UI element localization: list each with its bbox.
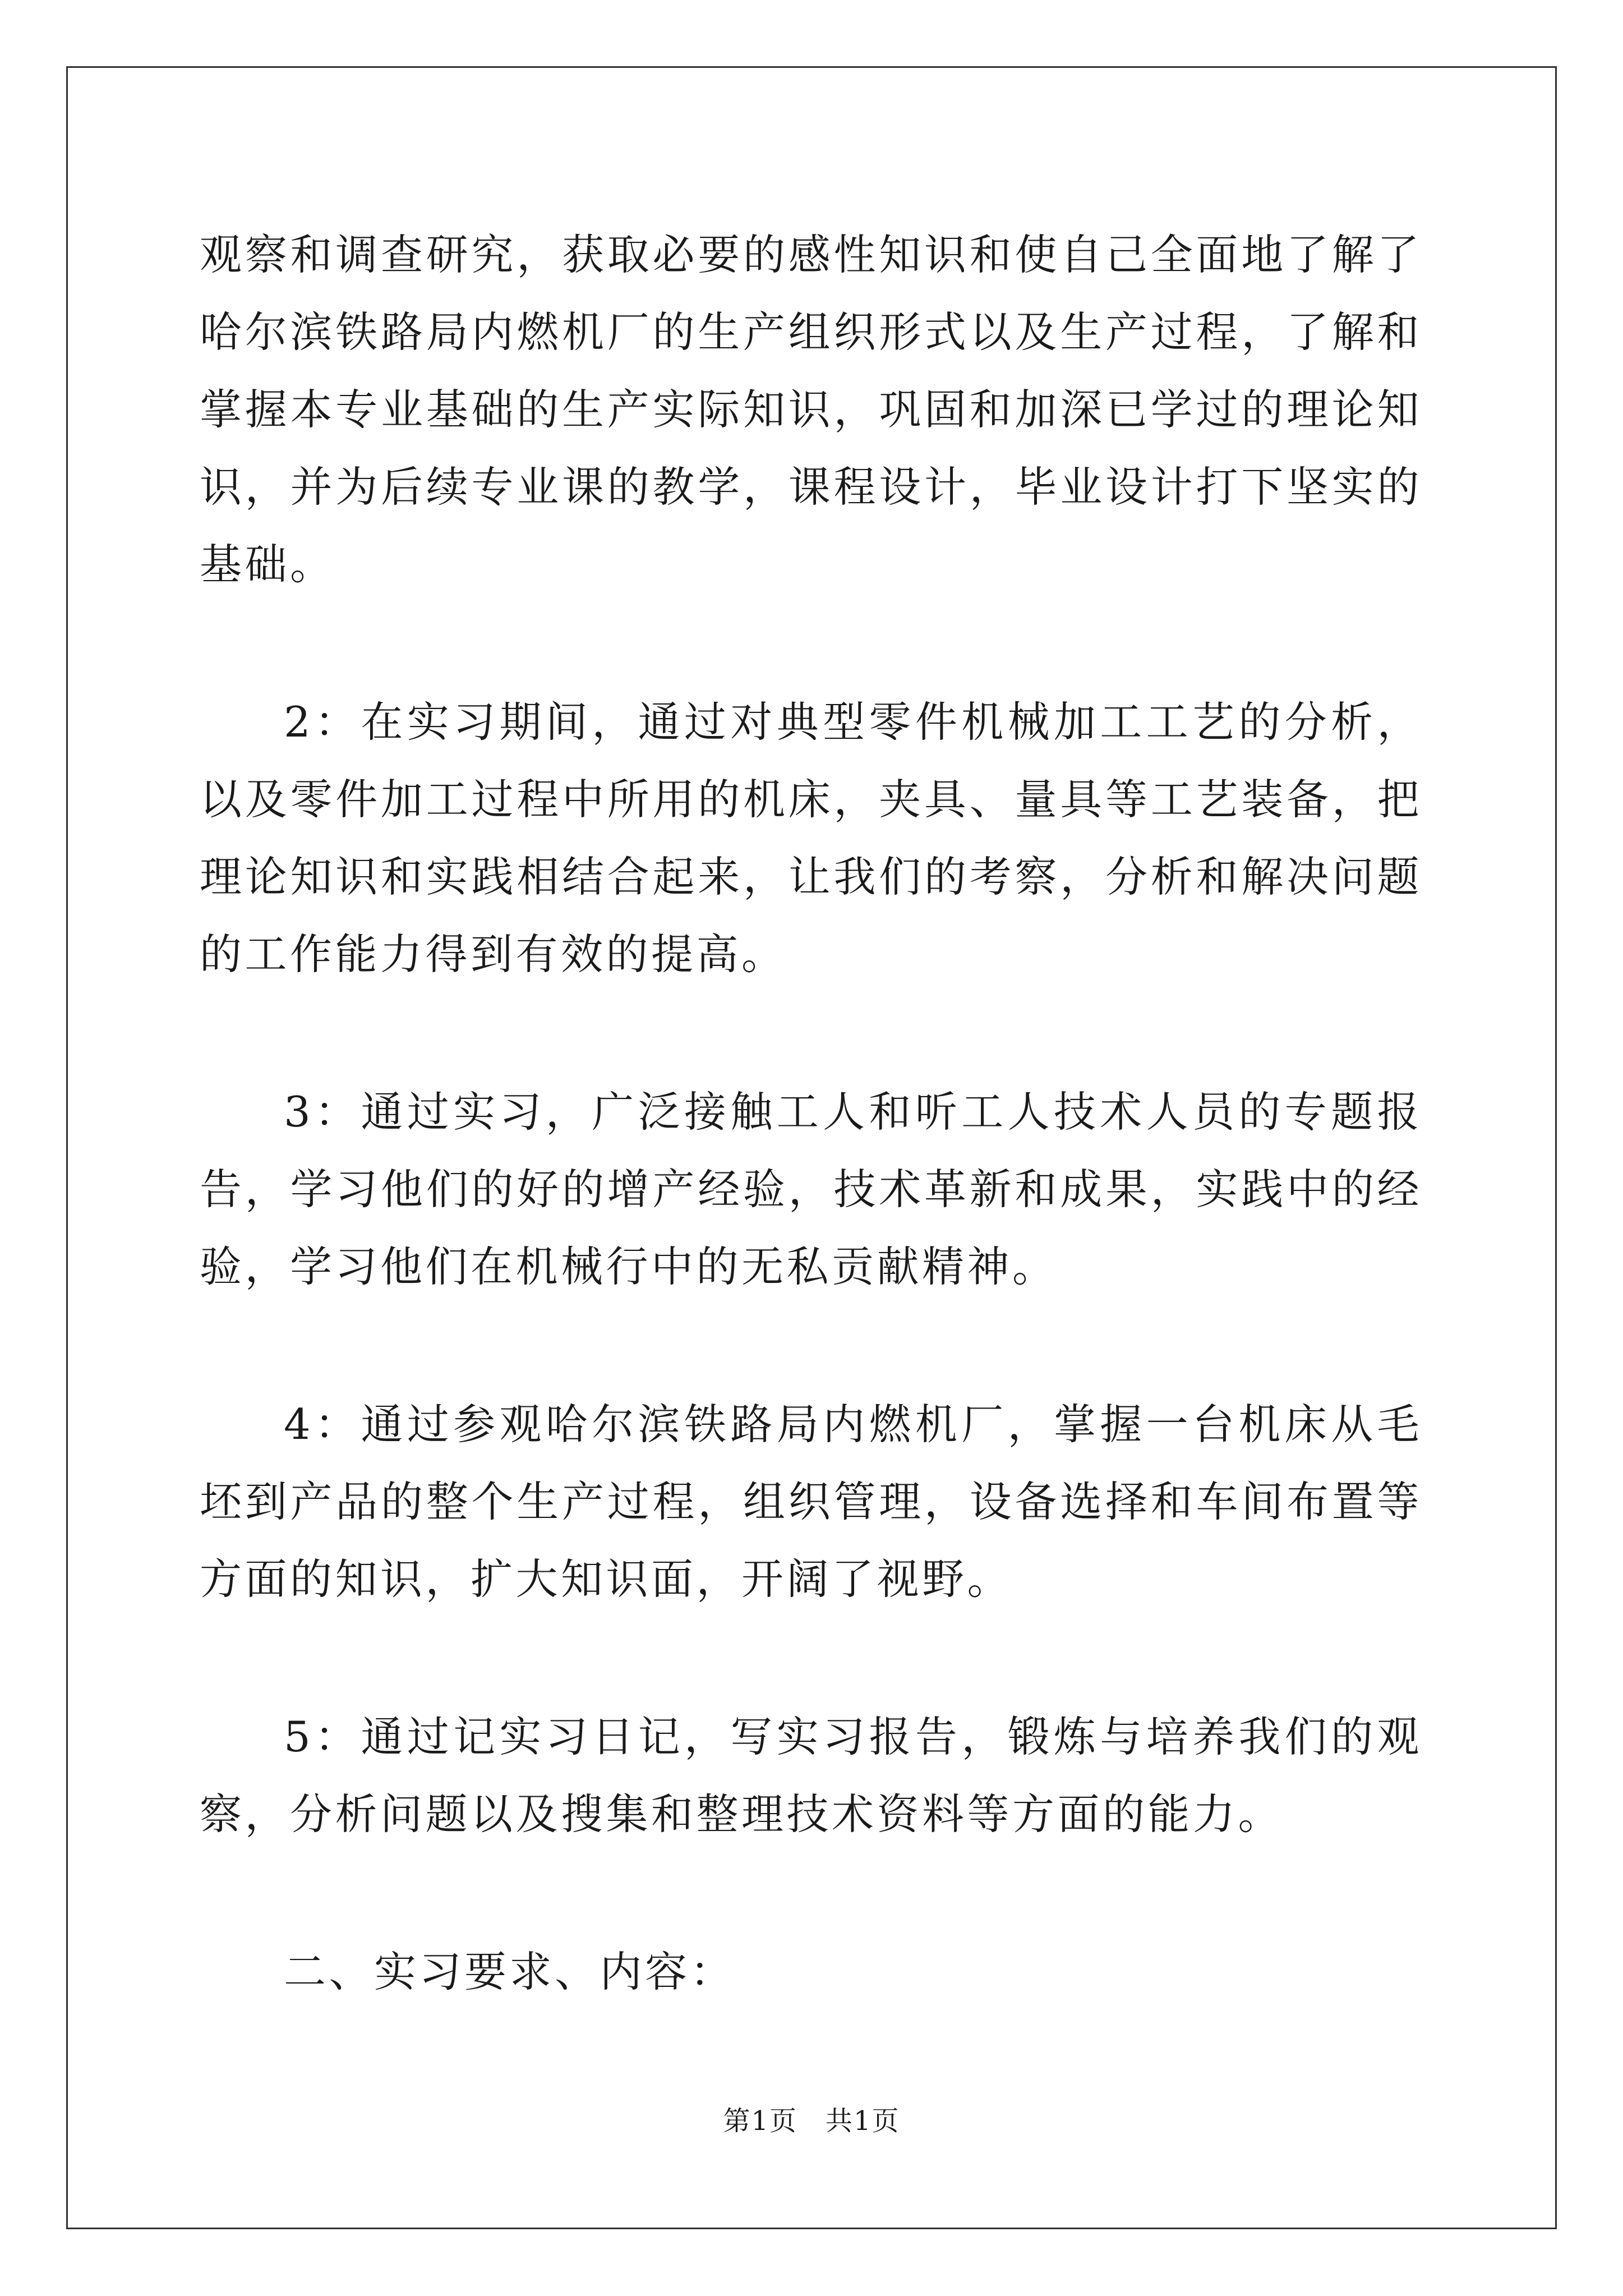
- paragraph-item-5: 5：通过记实习日记，写实习报告，锻炼与培养我们的观察，分析问题以及搜集和整理技术资料等方面的能力。: [200, 1712, 1422, 1839]
- paragraph-item-3: 3：通过实习，广泛接触工人和听工人技术人员的专题报告，学习他们的好的增产经验，技术革新和成果，实践中的经验，学习他们在机械行中的无私贡献精神。: [200, 1087, 1422, 1291]
- paragraph-item-4: 4：通过参观哈尔滨铁路局内燃机厂，掌握一台机床从毛坯到产品的整个生产过程，组织管理，设备选择和车间布置等方面的知识，扩大知识面，开阔了视野。: [200, 1400, 1422, 1604]
- page-footer: 第1页 共1页: [723, 2105, 900, 2137]
- section-heading: 二、实习要求、内容：: [284, 1947, 736, 1996]
- paragraph-continuation: 观察和调查研究，获取必要的感性知识和使自己全面地了解了哈尔滨铁路局内燃机厂的生产组织形式以及生产过程，了解和掌握本专业基础的生产实际知识，巩固和加深已学过的理论知识，并为后续专业课的教学，课程设计，毕业设计打下坚实的基础。: [200, 230, 1422, 589]
- paragraph-item-2: 2：在实习期间，通过对典型零件机械加工工艺的分析，以及零件加工过程中所用的机床，夹具、量具等工艺装备，把理论知识和实践相结合起来，让我们的考察，分析和解决问题的工作能力得到有效的提高。: [200, 697, 1422, 979]
- document-body: [200, 216, 1422, 2010]
